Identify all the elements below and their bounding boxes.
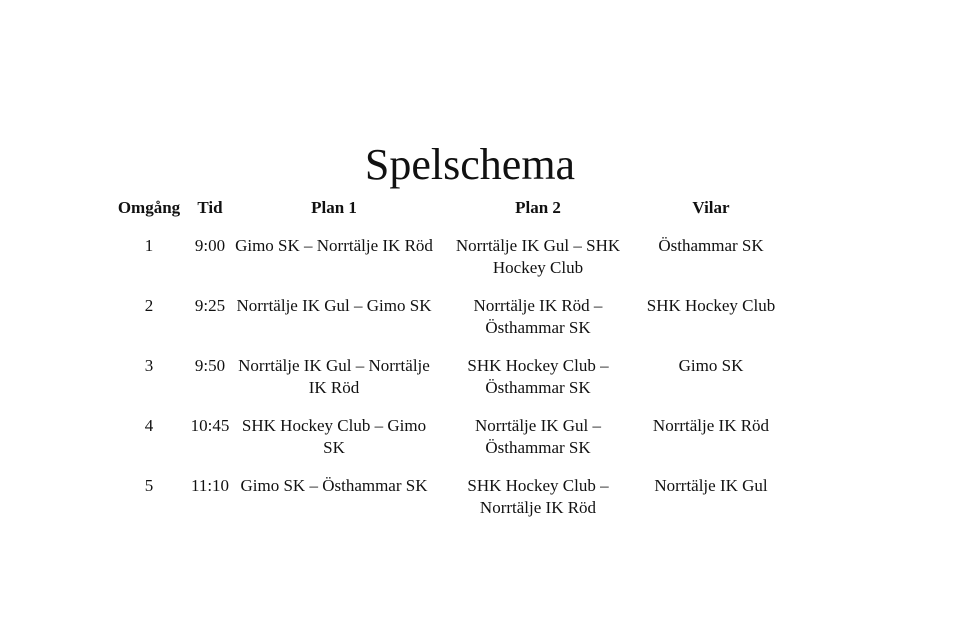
cell-plan2: Norrtälje IK Röd – Östhammar SK <box>473 296 603 337</box>
cell-rest: Gimo SK <box>678 356 744 375</box>
table-row <box>110 475 782 535</box>
cell-plan1: Gimo SK – Norrtälje IK Röd <box>235 236 433 255</box>
header-plan2: Plan 2 <box>515 198 561 217</box>
cell-plan1: SHK Hockey Club – Gimo SK <box>241 416 427 457</box>
cell-plan1: Gimo SK – Östhammar SK <box>240 476 428 495</box>
header-row <box>110 197 782 225</box>
cell-round: 3 <box>144 356 154 375</box>
cell-rest: Östhammar SK <box>658 236 764 255</box>
cell-plan1: Norrtälje IK Gul – Norrtälje IK Röd <box>238 356 430 397</box>
cell-round: 2 <box>144 296 154 315</box>
cell-rest: SHK Hockey Club <box>646 296 776 315</box>
table-row <box>110 295 782 355</box>
cell-time: 11:10 <box>190 476 230 495</box>
cell-time: 9:50 <box>194 356 226 375</box>
cell-plan2: SHK Hockey Club – Norrtälje IK Röd <box>467 476 609 517</box>
cell-rest: Norrtälje IK Röd <box>652 416 770 435</box>
header-time: Tid <box>197 198 223 217</box>
cell-plan1: Norrtälje IK Gul – Gimo SK <box>236 296 432 315</box>
header-plan1: Plan 1 <box>311 198 357 217</box>
cell-time: 10:45 <box>190 416 230 435</box>
cell-rest: Norrtälje IK Gul <box>654 476 768 495</box>
page-title: Spelschema <box>364 140 576 189</box>
header-round: Omgång <box>117 198 181 217</box>
header-rest: Vilar <box>692 198 730 217</box>
cell-time: 9:00 <box>194 236 226 255</box>
cell-round: 5 <box>144 476 154 495</box>
schedule-table <box>110 197 782 535</box>
table-row <box>110 415 782 475</box>
cell-plan2: Norrtälje IK Gul – Östhammar SK <box>474 416 602 457</box>
table-row <box>110 225 782 295</box>
cell-plan2: SHK Hockey Club – Östhammar SK <box>467 356 609 397</box>
cell-round: 1 <box>144 236 154 255</box>
table-row <box>110 355 782 415</box>
cell-round: 4 <box>144 416 154 435</box>
cell-plan2: Norrtälje IK Gul – SHK Hockey Club <box>455 236 621 277</box>
cell-time: 9:25 <box>194 296 226 315</box>
